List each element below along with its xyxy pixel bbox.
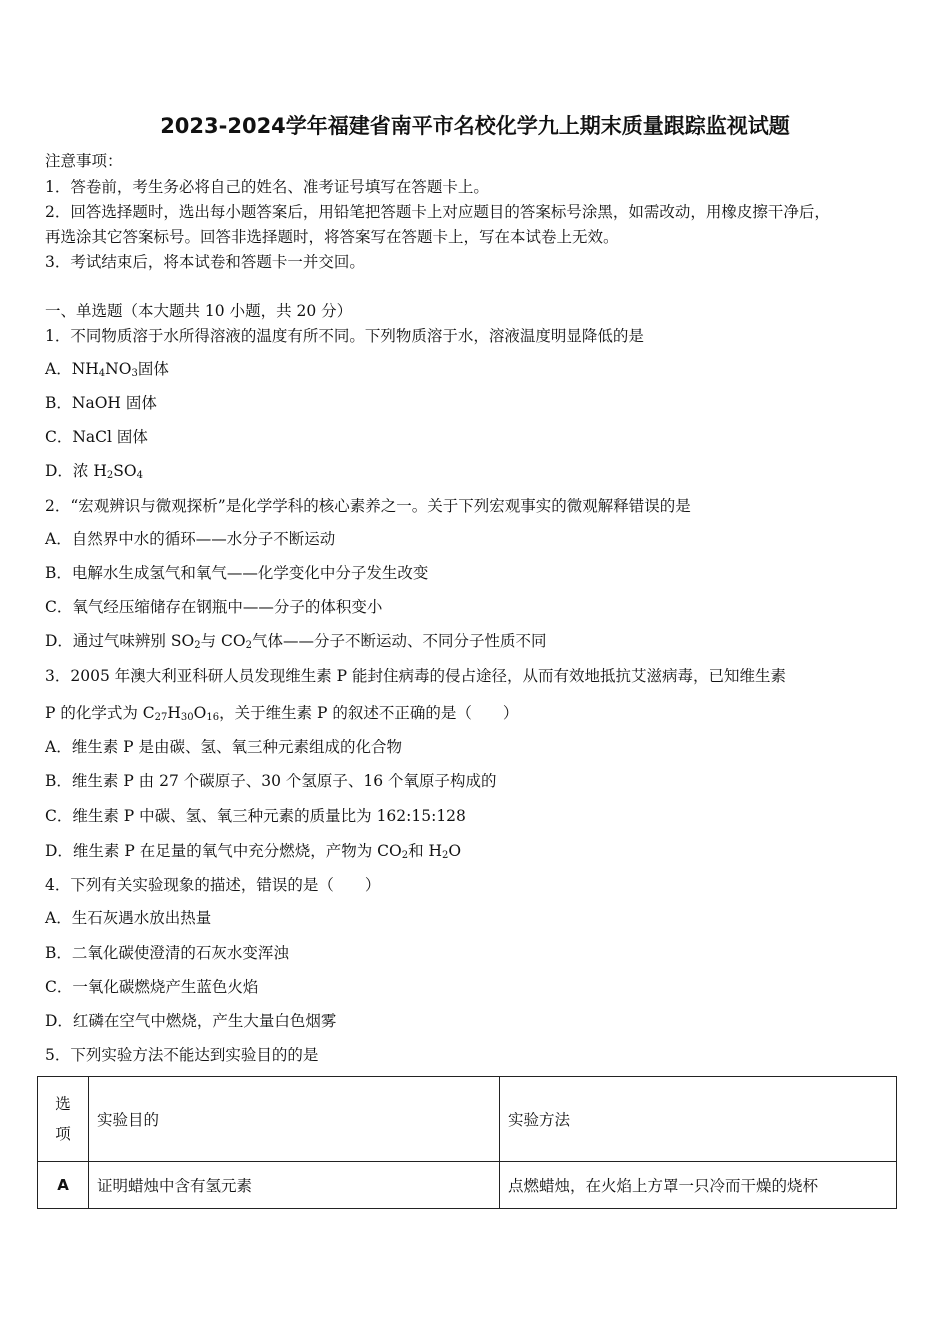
q2-option-a: A．自然界中水的循环——水分子不断运动 <box>45 530 336 548</box>
q1-option-b: B．NaOH 固体 <box>45 394 157 412</box>
notice-item-2-cont: 再选涂其它答案标号。回答非选择题时，将答案写在答题卡上，写在本试卷上无效。 <box>45 228 619 246</box>
q2-option-b: B．电解水生成氢气和氧气——化学变化中分子发生改变 <box>45 564 429 582</box>
header-method: 实验方法 <box>500 1077 897 1162</box>
q1-option-d: D．浓 $H_2SO_4$ <box>45 462 143 481</box>
q5-stem: 5．下列实验方法不能达到实验目的的是 <box>45 1046 319 1064</box>
q3-option-a: A．维生素 P 是由碳、氢、氧三种元素组成的化合物 <box>45 738 402 756</box>
row-purpose: 证明蜡烛中含有氢元素 <box>89 1162 500 1209</box>
q3-stem-line2: P 的化学式为 $C_{27}H_{30}O_{16}$，关于维生素 P 的叙述不正确的是（ ） <box>45 704 519 723</box>
notice-item-1: 1．答卷前，考生务必将自己的姓名、准考证号填写在答题卡上。 <box>45 178 489 196</box>
q1-option-c: C．NaCl 固体 <box>45 428 148 446</box>
q5-table <box>37 1076 897 1209</box>
q4-option-b: B．二氧化碳使澄清的石灰水变浑浊 <box>45 944 289 962</box>
section-heading: 一、单选题（本大题共 10 小题，共 20 分） <box>45 302 353 320</box>
q4-option-d: D．红磷在空气中燃烧，产生大量白色烟雾 <box>45 1012 337 1030</box>
q1-stem: 1．不同物质溶于水所得溶液的温度有所不同。下列物质溶于水，溶液温度明显降低的是 <box>45 327 644 345</box>
q2-option-d: D．通过气味辨别 $SO_2$与 $CO_2$气体——分子不断运动、不同分子性质不同 <box>45 632 547 651</box>
q2-option-c: C．氧气经压缩储存在钢瓶中——分子的体积变小 <box>45 598 383 616</box>
q1-option-a: A．$NH_4NO_3$固体 <box>45 360 169 379</box>
q4-stem: 4．下列有关实验现象的描述，错误的是（ ） <box>45 876 381 894</box>
page-title: 2023-2024学年福建省南平市名校化学九上期末质量跟踪监视试题 <box>160 114 790 138</box>
notice-item-2: 2．回答选择题时，选出每小题答案后，用铅笔把答题卡上对应题目的答案标号涂黑，如需改动，用橡皮擦干净后， <box>45 203 830 221</box>
q3-option-c: C．维生素 P 中碳、氢、氧三种元素的质量比为 162:15:128 <box>45 807 466 825</box>
header-option: 选 项 <box>38 1077 89 1162</box>
header-purpose: 实验目的 <box>89 1077 500 1162</box>
notice-heading: 注意事项： <box>45 152 123 170</box>
row-option-label: A <box>38 1162 89 1209</box>
q3-option-d: D．维生素 P 在足量的氧气中充分燃烧，产物为 $CO_2$和 $H_2O$ <box>45 842 462 861</box>
q3-option-b: B．维生素 P 由 27 个碳原子、30 个氢原子、16 个氧原子构成的 <box>45 772 497 790</box>
q4-option-a: A．生石灰遇水放出热量 <box>45 909 212 927</box>
notice-item-3: 3．考试结束后，将本试卷和答题卡一并交回。 <box>45 253 365 271</box>
row-method: 点燃蜡烛，在火焰上方罩一只冷而干燥的烧杯 <box>500 1162 897 1209</box>
q3-stem-line1: 3．2005 年澳大利亚科研人员发现维生素 P 能封住病毒的侵占途径，从而有效地抵抗艾滋病毒，已知维生素 <box>45 667 787 685</box>
table-row <box>38 1162 897 1209</box>
table-header-row <box>38 1077 897 1162</box>
q4-option-c: C．一氧化碳燃烧产生蓝色火焰 <box>45 978 259 996</box>
q2-stem: 2．“宏观辨识与微观探析”是化学学科的核心素养之一。关于下列宏观事实的微观解释错误的是 <box>45 497 691 515</box>
